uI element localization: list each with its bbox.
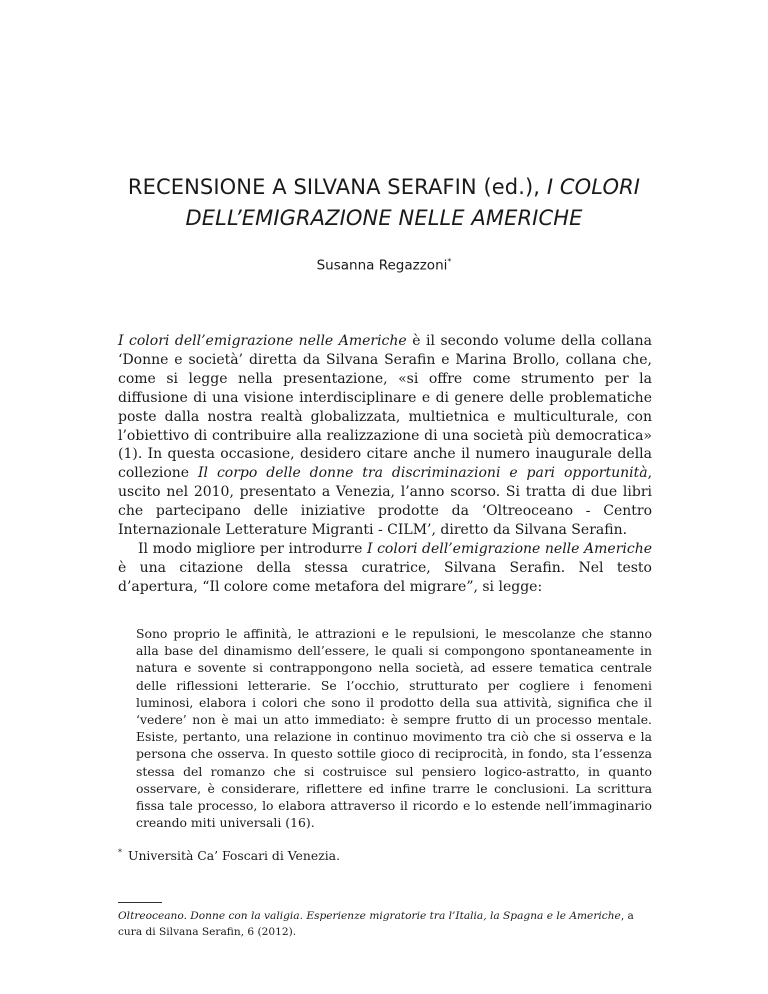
- article-title: [90, 172, 678, 234]
- p2-text-a: Il modo migliore per introdurre: [138, 540, 367, 557]
- paragraph-2: [118, 540, 652, 597]
- footnote: [118, 848, 652, 863]
- source-citation: [118, 909, 652, 940]
- title-line2-italic: DELL’EMIGRAZIONE NELLE AMERICHE: [185, 206, 583, 230]
- source-journal-title: Oltreoceano. Donne con la valigia. Esperienze migratorie tra l’Italia, la Spagna e le Americhe: [118, 910, 621, 922]
- p1-text-b: , uscito nel 2010, presentato a Venezia, l’anno scorso. Si tratta di due libri che partecipano delle iniziative prodotte da ‘Oltreoceano - Centro Internazionale Letterature Migranti - CILM’, diretto da Silvana Serafin.: [118, 465, 653, 539]
- author-footnote-mark: *: [447, 257, 452, 266]
- footnote-text: Università Ca’ Foscari di Venezia.: [128, 848, 341, 864]
- title-line1-italic: I COLORI: [546, 175, 641, 199]
- author-name: Susanna Regazzoni: [316, 257, 448, 274]
- p1-collection-title: Il corpo delle donne tra discriminazioni e pari opportunità: [198, 465, 648, 482]
- p2-text-b: è una citazione della stessa curatrice, Silvana Serafin. Nel testo d’apertura, “Il colore come metafora del migrare”, si legge:: [118, 559, 652, 595]
- footnote-mark: *: [118, 848, 122, 857]
- p1-text-a: è il secondo volume della collana ‘Donne e società’ diretta da Silvana Serafin e Marina Brollo, collana che, come si legge nella presentazione, «si offre come strumento per la diffusione di una visione interdisciplinare e di genere delle problematiche poste dalla nostra realtà globalizzata, multietnica e multiculturale, con l’obiettivo di contribuire alla realizzazione di una società più democratica» (1). In questa occasione, desidero citare anche il numero inaugurale della collezione: [118, 333, 652, 482]
- author-line: [90, 257, 678, 274]
- p2-book-title: I colori dell’emigrazione nelle Americhe: [366, 540, 653, 557]
- source-text: , a cura di Silvana Serafin, 6 (2012).: [118, 910, 634, 938]
- block-quote: Sono proprio le affinità, le attrazioni e le repulsioni, le mescolanze che stanno alla base del dinamismo dell’essere, le quali si compongono spontaneamente in natura e sovente si contrappongono nella società, ad essere tematica centrale delle riflessioni letterarie. Se l’occhio, strutturato per cogliere i fenomeni luminosi, elabora i colori che sono il prodotto della sua attività, significa che il ‘vedere’ non è mai un atto immediato: è sempre frutto di un processo mentale. Esiste, pertanto, una relazione in continuo movimento tra ciò che si osserva e la persona che osserva. In questo sottile gioco di reciprocità, in fondo, sta l’essenza stessa del romanzo che si costruisce sul pensiero logico-astratto, in quanto osservare, è considerare, riflettere ed infine trarre le conclusioni. La scrittura fissa tale processo, lo elabora attraverso il ricordo e lo estende nell’immaginario creando miti universali (16).: [136, 626, 652, 831]
- p1-book-title: I colori dell’emigrazione nelle Americhe: [118, 333, 407, 349]
- footer-rule: [118, 902, 162, 903]
- paragraph-1: [118, 332, 652, 540]
- title-line1-plain: RECENSIONE A SILVANA SERAFIN (ed.),: [127, 175, 547, 199]
- body-text: [118, 332, 652, 597]
